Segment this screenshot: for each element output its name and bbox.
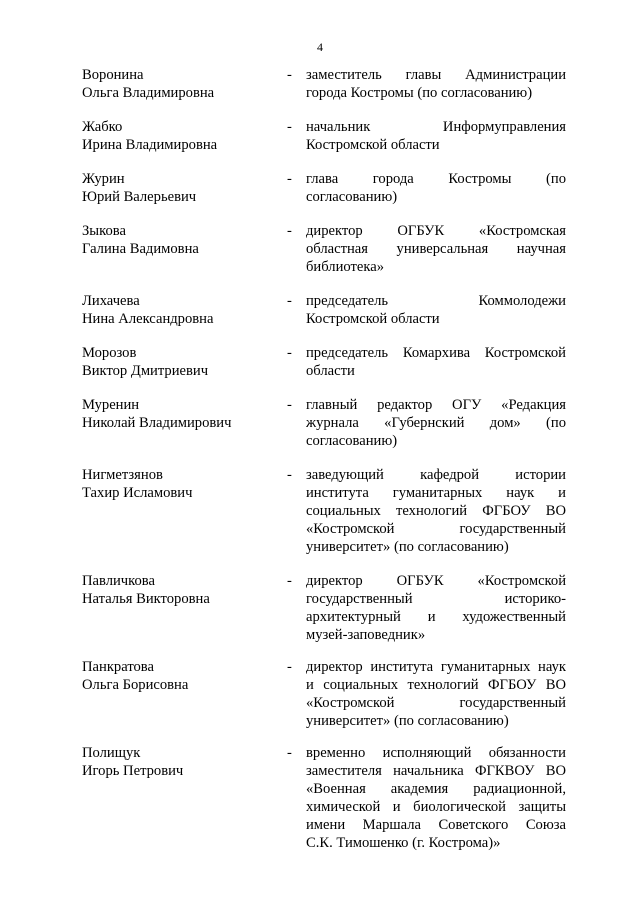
member-position xyxy=(306,222,566,276)
member-given-names: Тахир Исламович xyxy=(82,485,193,501)
member-given-names: Николай Владимирович xyxy=(82,415,232,431)
member-surname: Павличкова xyxy=(82,573,155,589)
member-surname: Жабко xyxy=(82,119,123,135)
position-line: С.К. Тимошенко (г. Кострома)» xyxy=(306,835,501,851)
position-line: музей-заповедник» xyxy=(306,627,426,643)
page-number: 4 xyxy=(317,40,323,54)
member-surname: Панкратова xyxy=(82,659,154,675)
member-name xyxy=(82,396,272,432)
position-line: журнала «Губернский дом» (по xyxy=(306,415,566,431)
position-line: временно исполняющий обязанности xyxy=(306,745,566,761)
member-given-names: Юрий Валерьевич xyxy=(82,189,197,205)
member-dash: - xyxy=(287,223,292,239)
position-line: директор института гуманитарных наук xyxy=(306,659,566,675)
position-line: начальник Информуправления xyxy=(306,119,566,135)
member-name xyxy=(82,170,272,206)
position-line: имени Маршала Советского Союза xyxy=(306,817,566,833)
member-name xyxy=(82,344,272,380)
position-line: главный редактор ОГУ «Редакция xyxy=(306,397,566,413)
member-dash: - xyxy=(287,659,292,675)
position-line: города Костромы (по согласованию) xyxy=(306,85,533,101)
member-name xyxy=(82,744,272,780)
member-dash: - xyxy=(287,467,292,483)
position-line: университет» (по согласованию) xyxy=(306,713,509,729)
member-given-names: Нина Александровна xyxy=(82,311,214,327)
member-given-names: Ирина Владимировна xyxy=(82,137,218,153)
member-name xyxy=(82,466,272,502)
position-line: Костромской области xyxy=(306,311,440,327)
member-name xyxy=(82,572,272,608)
member-position xyxy=(306,744,566,852)
member-dash: - xyxy=(287,119,292,135)
member-name xyxy=(82,118,272,154)
member-surname: Морозов xyxy=(82,345,137,361)
position-line: социальных технологий ФГБОУ ВО xyxy=(306,503,566,519)
position-line: области xyxy=(306,363,355,379)
position-line: государственный историко- xyxy=(306,591,566,607)
member-position xyxy=(306,170,566,206)
position-line: «Костромской государственный xyxy=(306,695,566,711)
position-line: заместителя начальника ФГКВОУ ВО xyxy=(306,763,566,779)
member-given-names: Виктор Дмитриевич xyxy=(82,363,209,379)
position-line: «Военная академия радиационной, xyxy=(306,781,566,797)
position-line: председатель Комархива Костромской xyxy=(306,345,566,361)
position-line: и социальных технологий ФГБОУ ВО xyxy=(306,677,566,693)
member-given-names: Игорь Петрович xyxy=(82,763,184,779)
member-surname: Журин xyxy=(82,171,125,187)
member-position xyxy=(306,292,566,328)
member-dash: - xyxy=(287,345,292,361)
position-line: заместитель главы Администрации xyxy=(306,67,566,83)
member-given-names: Галина Вадимовна xyxy=(82,241,199,257)
position-line: архитектурный и художественный xyxy=(306,609,566,625)
position-line: областная универсальная научная xyxy=(306,241,566,257)
position-line: директор ОГБУК «Костромской xyxy=(306,573,566,589)
position-line: директор ОГБУК «Костромская xyxy=(306,223,566,239)
member-name xyxy=(82,658,272,694)
member-name xyxy=(82,66,272,102)
position-line: библиотека» xyxy=(306,259,384,275)
member-dash: - xyxy=(287,397,292,413)
position-line: химической и биологической защиты xyxy=(306,799,566,815)
position-line: университет» (по согласованию) xyxy=(306,539,509,555)
member-position xyxy=(306,658,566,730)
position-line: глава города Костромы (по xyxy=(306,171,566,187)
member-dash: - xyxy=(287,293,292,309)
position-line: института гуманитарных наук и xyxy=(306,485,566,501)
member-name xyxy=(82,292,272,328)
member-position xyxy=(306,396,566,450)
member-dash: - xyxy=(287,67,292,83)
member-given-names: Ольга Владимировна xyxy=(82,85,215,101)
member-dash: - xyxy=(287,171,292,187)
position-line: согласованию) xyxy=(306,189,398,205)
member-position xyxy=(306,118,566,154)
member-position xyxy=(306,466,566,556)
member-dash: - xyxy=(287,745,292,761)
member-position xyxy=(306,66,566,102)
member-position xyxy=(306,572,566,644)
position-line: «Костромской государственный xyxy=(306,521,566,537)
member-surname: Воронина xyxy=(82,67,144,83)
member-position xyxy=(306,344,566,380)
position-line: Костромской области xyxy=(306,137,440,153)
member-surname: Муренин xyxy=(82,397,140,413)
member-surname: Полищук xyxy=(82,745,141,761)
member-dash: - xyxy=(287,573,292,589)
member-name xyxy=(82,222,272,258)
member-given-names: Ольга Борисовна xyxy=(82,677,189,693)
member-given-names: Наталья Викторовна xyxy=(82,591,210,607)
member-surname: Зыкова xyxy=(82,223,126,239)
member-surname: Лихачева xyxy=(82,293,140,309)
member-surname: Нигметзянов xyxy=(82,467,163,483)
position-line: согласованию) xyxy=(306,433,398,449)
position-line: председатель Коммолодежи xyxy=(306,293,566,309)
position-line: заведующий кафедрой истории xyxy=(306,467,566,483)
